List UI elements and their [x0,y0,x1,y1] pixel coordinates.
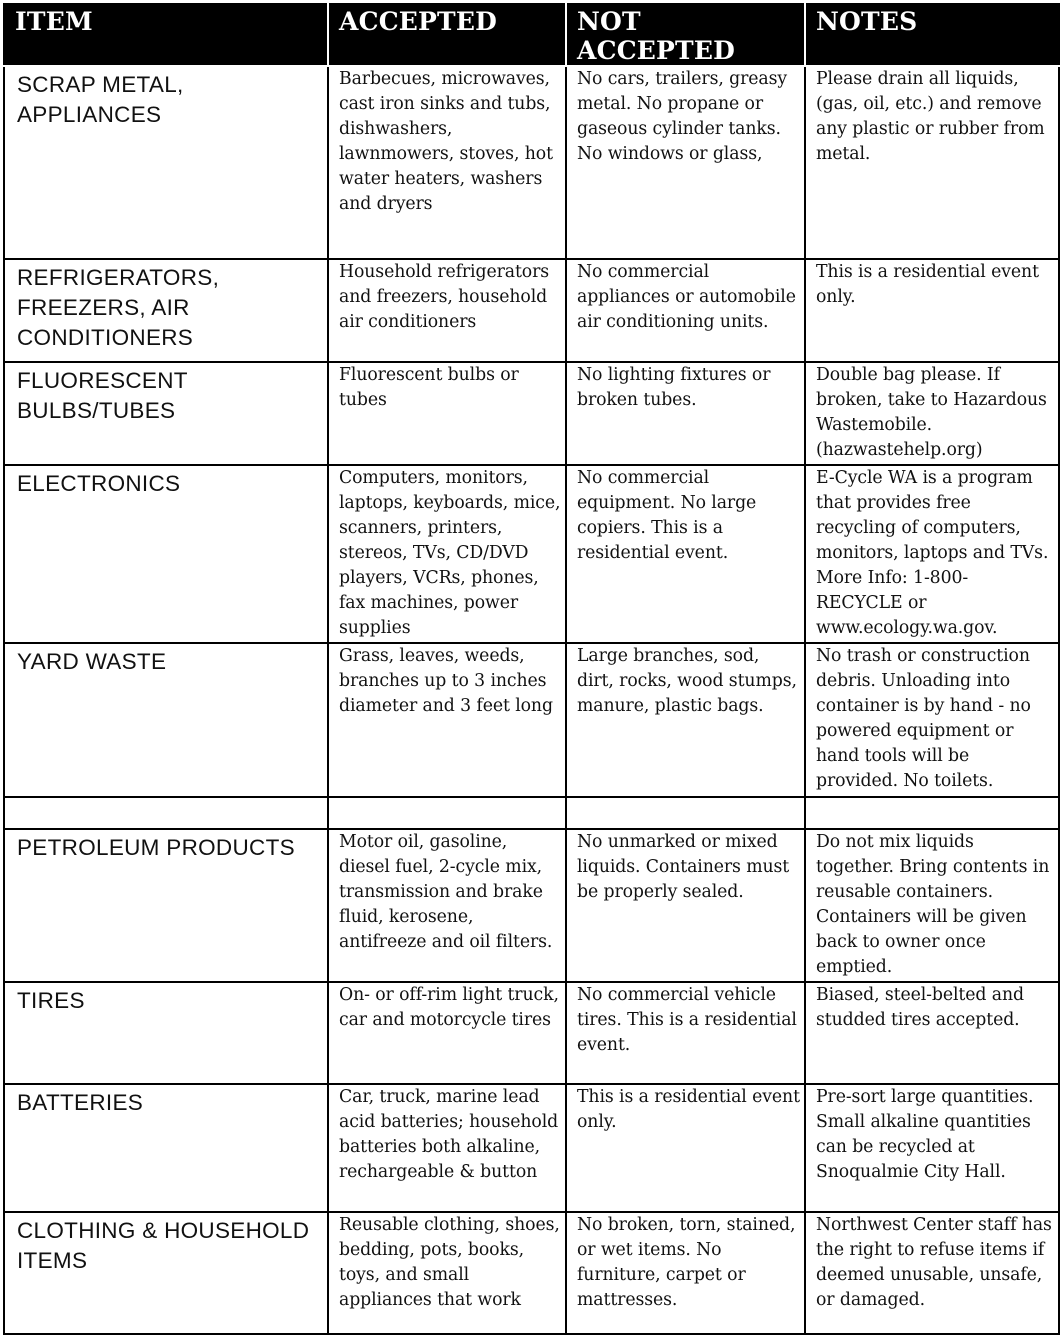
table-row-clothing [4,1212,1059,1334]
not-accepted-cell [566,797,805,829]
notes-cell: This is a residential event only. [805,259,1059,362]
table-row-batteries [4,1084,1059,1212]
item-cell [4,797,328,829]
header-item: ITEM [4,4,328,66]
notes-cell: Northwest Center staff has the right to refuse items if deemed unusable, unsafe, or damaged. [805,1212,1059,1334]
not-accepted-cell: No commercial vehicle tires. This is a residential event. [566,982,805,1084]
not-accepted-cell: No lighting fixtures or broken tubes. [566,362,805,465]
header-not-accepted: NOT ACCEPTED [566,4,805,66]
notes-cell: Pre-sort large quantities. Small alkaline quantities can be recycled at Snoqualmie City Hall. [805,1084,1059,1212]
table-row-petroleum [4,829,1059,982]
item-cell: PETROLEUM PRODUCTS [4,829,328,982]
item-cell: CLOTHING & HOUSEHOLD ITEMS [4,1212,328,1334]
item-cell: BATTERIES [4,1084,328,1212]
table-row-refrigerators [4,259,1059,362]
item-cell: FLUORESCENT BULBS/TUBES [4,362,328,465]
header-notes: NOTES [805,4,1059,66]
not-accepted-cell: No cars, trailers, greasy metal. No propane or gaseous cylinder tanks. No windows or glass, [566,66,805,259]
item-cell: ELECTRONICS [4,465,328,643]
table-row-yard-waste [4,643,1059,797]
item-cell: YARD WASTE [4,643,328,797]
not-accepted-cell: No broken, torn, stained, or wet items. No furniture, carpet or mattresses. [566,1212,805,1334]
notes-cell [805,797,1059,829]
accepted-cell: On- or off-rim light truck, car and motorcycle tires [328,982,566,1084]
accepted-cell: Barbecues, microwaves, cast iron sinks and tubs, dishwashers, lawnmowers, stoves, hot water heaters, washers and dryers [328,66,566,259]
accepted-cell: Fluorescent bulbs or tubes [328,362,566,465]
accepted-cell: Grass, leaves, weeds, branches up to 3 inches diameter and 3 feet long [328,643,566,797]
header-accepted: ACCEPTED [328,4,566,66]
accepted-cell: Car, truck, marine lead acid batteries; household batteries both alkaline, rechargeable & button [328,1084,566,1212]
accepted-cell [328,797,566,829]
not-accepted-cell: No commercial equipment. No large copiers. This is a residential event. [566,465,805,643]
notes-cell: E-Cycle WA is a program that provides free recycling of computers, monitors, laptops and TVs. More Info: 1-800-RECYCLE or www.ecology.wa.gov. [805,465,1059,643]
table-row-electronics [4,465,1059,643]
accepted-cell: Computers, monitors, laptops, keyboards, mice, scanners, printers, stereos, TVs, CD/DVD players, VCRs, phones, fax machines, power supplies [328,465,566,643]
not-accepted-cell: This is a residential event only. [566,1084,805,1212]
item-cell: TIRES [4,982,328,1084]
table-row-fluorescent [4,362,1059,465]
accepted-cell: Household refrigerators and freezers, household air conditioners [328,259,566,362]
header-row [4,4,1059,66]
notes-cell: Double bag please. If broken, take to Hazardous Wastemobile. (hazwastehelp.org) [805,362,1059,465]
accepted-cell: Reusable clothing, shoes, bedding, pots, books, toys, and small appliances that work [328,1212,566,1334]
accepted-cell: Motor oil, gasoline, diesel fuel, 2-cycle mix, transmission and brake fluid, kerosene, antifreeze and oil filters. [328,829,566,982]
item-cell: REFRIGERATORS, FREEZERS, AIR CONDITIONERS [4,259,328,362]
notes-cell: Please drain all liquids, (gas, oil, etc.) and remove any plastic or rubber from metal. [805,66,1059,259]
table-row-tires [4,982,1059,1084]
recycling-guide-table [3,3,1060,1335]
not-accepted-cell: Large branches, sod, dirt, rocks, wood stumps, manure, plastic bags. [566,643,805,797]
notes-cell: Do not mix liquids together. Bring contents in reusable containers. Containers will be given back to owner once emptied. [805,829,1059,982]
not-accepted-cell: No unmarked or mixed liquids. Containers must be properly sealed. [566,829,805,982]
notes-cell: Biased, steel-belted and studded tires accepted. [805,982,1059,1084]
not-accepted-cell: No commercial appliances or automobile air conditioning units. [566,259,805,362]
table-row-scrap-metal [4,66,1059,259]
notes-cell: No trash or construction debris. Unloading into container is by hand - no powered equipment or hand tools will be provided. No toilets. [805,643,1059,797]
item-cell: SCRAP METAL, APPLIANCES [4,66,328,259]
table-row-empty [4,797,1059,829]
